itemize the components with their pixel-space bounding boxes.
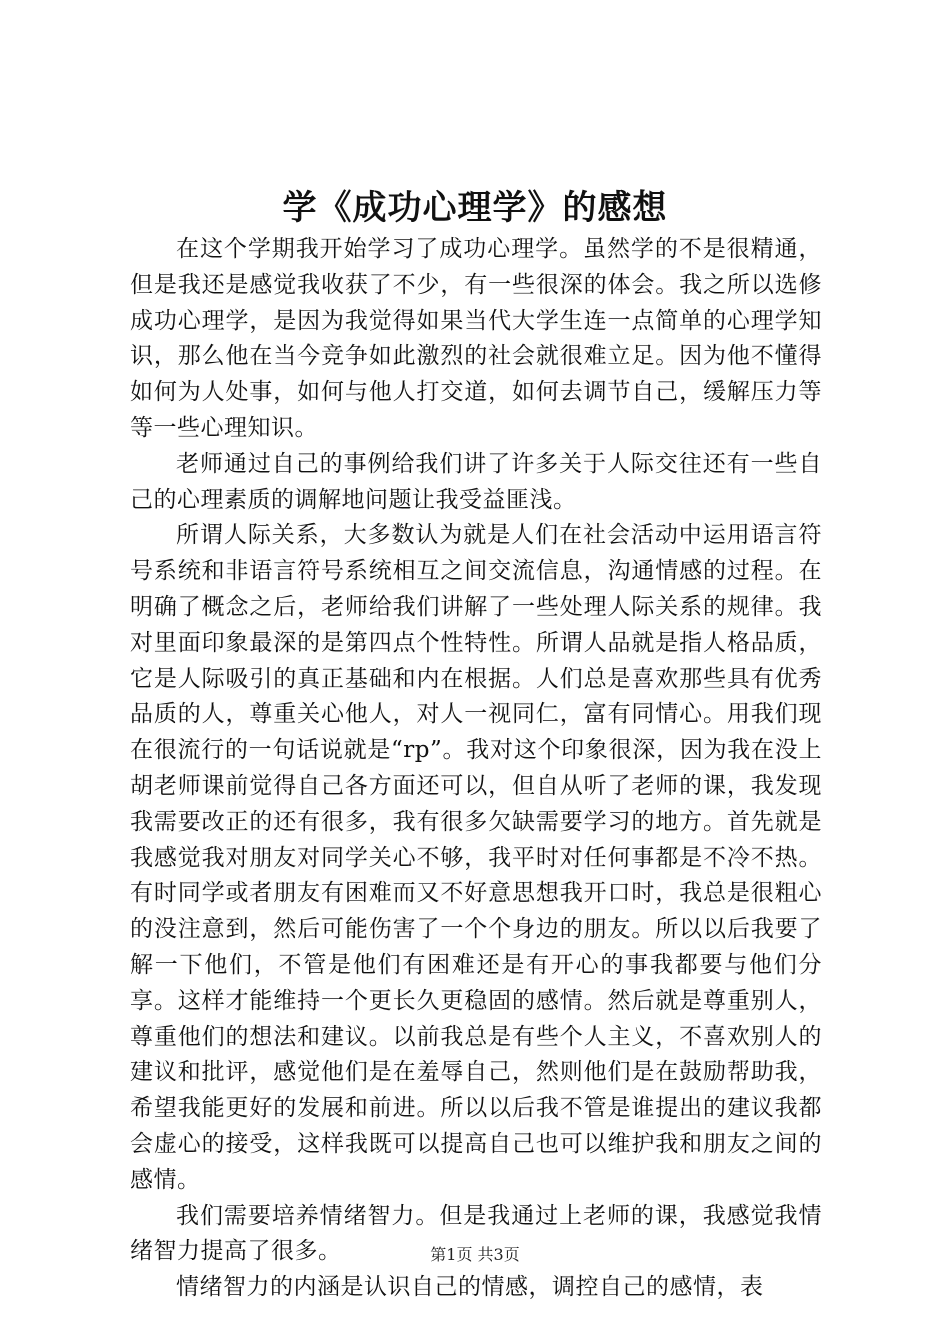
document-body — [130, 232, 822, 1306]
paragraph: 情绪智力的内涵是认识自己的情感，调控自己的感情，表 — [176, 1274, 764, 1301]
document-title: 学《成功心理学》的感想 — [282, 188, 668, 228]
page-number-footer: 第1页 共3页 — [430, 1245, 520, 1264]
paragraph: 在这个学期我开始学习了成功心理学。虽然学的不是很精通，但是我还是感觉我收获了不少，有一些很深的体会。我之所以选修成功心理学，是因为我觉得如果当代大学生连一点简单的心理学知识，那么他在当今竞争如此激烈的社会就很难立足。因为他不懂得如何为人处事，如何与他人打交道，如何去调节自己，缓解压力等等一些心理知识。 — [130, 236, 822, 441]
paragraph: 所谓人际关系，大多数认为就是人们在社会活动中运用语言符号系统和非语言符号系统相互之间交流信息，沟通情感的过程。在明确了概念之后，老师给我们讲解了一些处理人际关系的规律。我对里面印象最深的是第四点个性特性。所谓人品就是指人格品质，它是人际吸引的真正基础和内在根据。人们总是喜欢那些具有优秀品质的人，尊重关心他人，对人一视同仁，富有同情心。用我们现在很流行的一句话说就是“rp”。我对这个印象很深，因为我在没上胡老师课前觉得自己各方面还可以，但自从听了老师的课，我发现我需要改正的还有很多，我有很多欠缺需要学习的地方。首先就是我感觉我对朋友对同学关心不够，我平时对任何事都是不冷不热。有时同学或者朋友有困难而又不好意思想我开口时，我总是很粗心的没注意到，然后可能伤害了一个个身边的朋友。所以以后我要了解一下他们，不管是他们有困难还是有开心的事我都要与他们分享。这样才能维持一个更长久更稳固的感情。然后就是尊重别人，尊重他们的想法和建议。以前我总是有些个人主义，不喜欢别人的建议和批评，感觉他们是在羞辱自己，然则他们是在鼓励帮助我，希望我能更好的发展和前进。所以以后我不管是谁提出的建议我都会虚心的接受，这样我既可以提高自己也可以维护我和朋友之间的感情。 — [130, 522, 822, 1193]
paragraph: 我们需要培养情绪智力。但是我通过上老师的课，我感觉我情绪智力提高了很多。 — [130, 1202, 822, 1265]
paragraph: 老师通过自己的事例给我们讲了许多关于人际交往还有一些自己的心理素质的调解地问题让我受益匪浅。 — [130, 450, 822, 513]
